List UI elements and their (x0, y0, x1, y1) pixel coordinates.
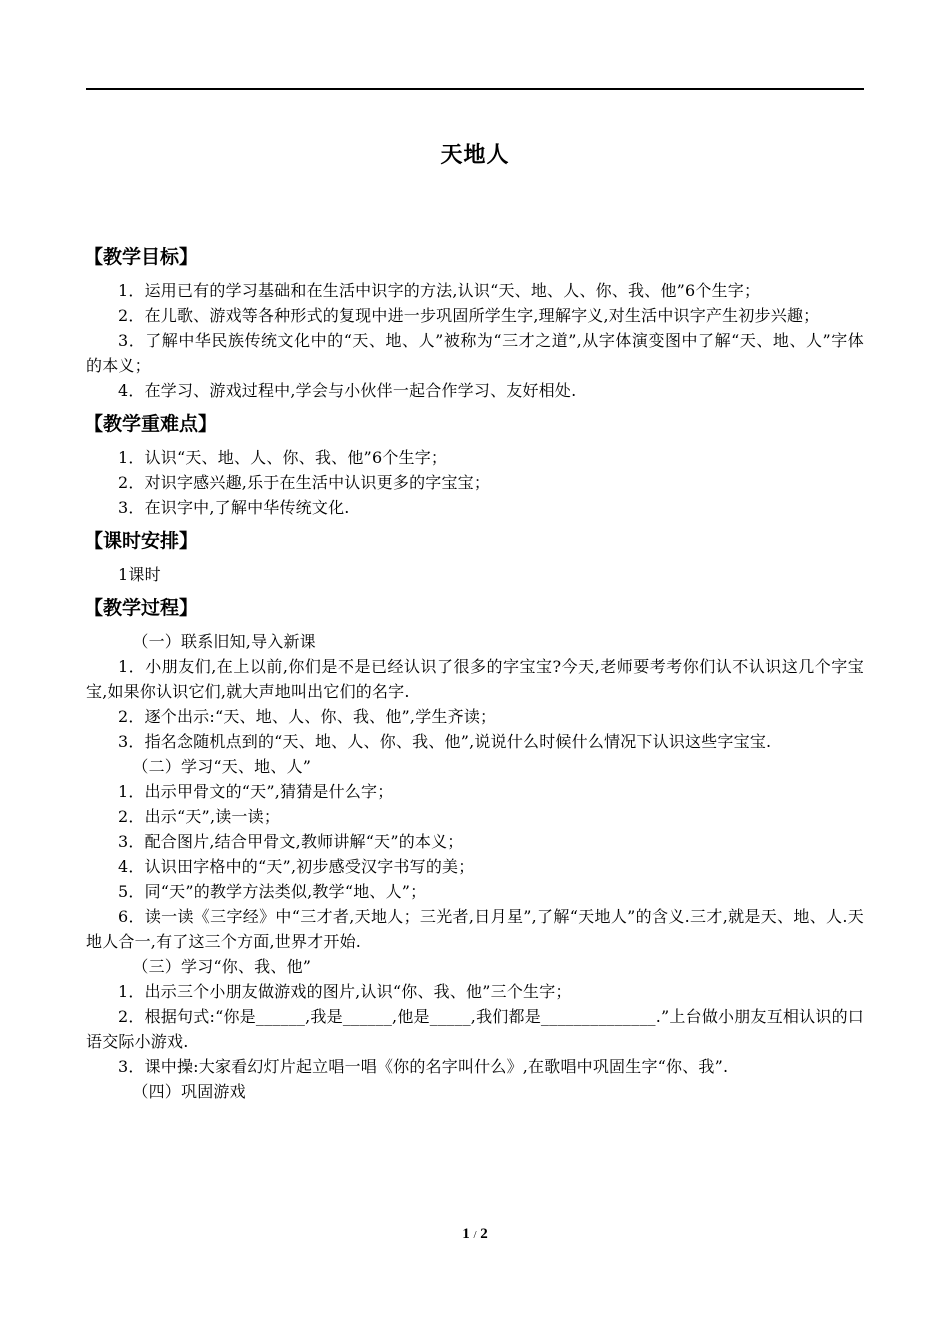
paragraph: 2．对识字感兴趣,乐于在生活中认识更多的字宝宝； (118, 473, 491, 492)
subsection-title: （二）学习“天、地、人” (132, 757, 312, 776)
paragraph: 2．根据句式:“你是______,我是______,他是_____,我们都是______________.”上台做小朋友互相认识的口语交际小游戏. (86, 1007, 864, 1051)
subsection-title: （一）联系旧知,导入新课 (132, 632, 316, 651)
paragraph: 3．在识字中,了解中华传统文化. (118, 498, 350, 517)
paragraph: 1．运用已有的学习基础和在生活中识字的方法,认识“天、地、人、你、我、他”6个生字； (118, 281, 761, 300)
paragraph: 3．了解中华民族传统文化中的“天、地、人”被称为“三才之道”,从字体演变图中了解“天、地、人”字体的本义； (86, 331, 864, 375)
paragraph: 3．指名念随机点到的“天、地、人、你、我、他”,说说什么时候什么情况下认识这些字宝宝. (118, 732, 772, 751)
paragraph: 3．配合图片,结合甲骨文,教师讲解“天”的本义； (118, 832, 464, 851)
paragraph: 1．出示三个小朋友做游戏的图片,认识“你、我、他”三个生字； (118, 982, 572, 1001)
header-rule (86, 88, 864, 90)
paragraph: 2．逐个出示:“天、地、人、你、我、他”,学生齐读； (118, 707, 497, 726)
paragraph: 6．读一读《三字经》中“三才者,天地人；三光者,日月星”,了解“天地人”的含义.三才,就是天、地、人.天地人合一,有了这三个方面,世界才开始. (86, 907, 864, 951)
document-body (86, 236, 864, 1104)
section-heading-schedule: 【课时安排】 (84, 530, 199, 552)
page-total: 2 (480, 1226, 488, 1242)
page-current: 1 (462, 1226, 470, 1242)
subsection-title: （四）巩固游戏 (132, 1082, 246, 1101)
paragraph: 4．认识田字格中的“天”,初步感受汉字书写的美； (118, 857, 475, 876)
subsection-title: （三）学习“你、我、他” (132, 957, 312, 976)
paragraph: 3．课中操:大家看幻灯片起立唱一唱《你的名字叫什么》,在歌唱中巩固生字“你、我”. (118, 1057, 729, 1076)
paragraph: 1课时 (118, 565, 161, 584)
paragraph: 1．小朋友们,在上以前,你们是不是已经认识了很多的字宝宝?今天,老师要考考你们认不认识这几个字宝宝,如果你认识它们,就大声地叫出它们的名字. (86, 657, 864, 701)
section-heading-goals: 【教学目标】 (84, 246, 199, 268)
paragraph: 2．在儿歌、游戏等各种形式的复现中进一步巩固所学生字,理解字义,对生活中识字产生初步兴趣； (118, 306, 820, 325)
page-separator: / (473, 1229, 477, 1241)
paragraph: 1．认识“天、地、人、你、我、他”6个生字； (118, 448, 448, 467)
page-number (0, 1226, 950, 1243)
section-heading-process: 【教学过程】 (84, 597, 199, 619)
paragraph: 1．出示甲骨文的“天”,猜猜是什么字； (118, 782, 394, 801)
paragraph: 4．在学习、游戏过程中,学会与小伙伴一起合作学习、友好相处. (118, 381, 577, 400)
paragraph: 5．同“天”的教学方法类似,教学“地、人”； (118, 882, 427, 901)
document-title: 天地人 (440, 143, 510, 168)
paragraph: 2．出示“天”,读一读； (118, 807, 281, 826)
section-heading-key-points: 【教学重难点】 (84, 413, 218, 435)
